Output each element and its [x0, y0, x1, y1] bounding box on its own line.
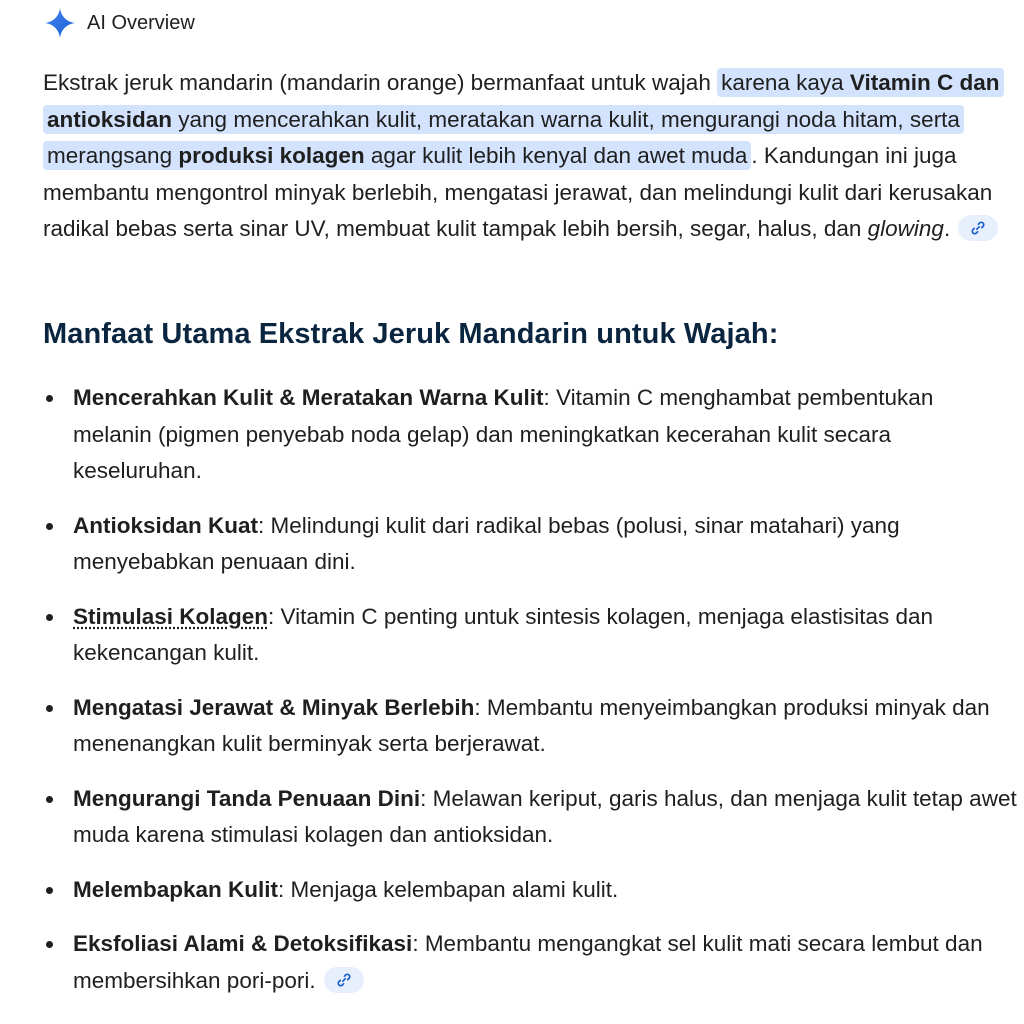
list-item-text: : Melawan keriput, garis halus, dan menjaga kulit tetap awet muda karena stimulasi kolagen dan antioksidan. — [73, 785, 1017, 847]
intro-text: . Kandungan ini juga membantu mengontrol minyak berlebih, mengatasi jerawat, dan melindungi kulit dari kerusakan radikal bebas serta sinar UV, membuat kulit tampak lebih bersih, segar, halus, dan — [43, 143, 993, 241]
highlight-bold-text: Vitamin C dan antioksidan — [47, 70, 1000, 132]
list-item — [43, 781, 1018, 854]
intro-paragraph — [43, 65, 1018, 248]
highlight-bold-text: produksi kolagen — [178, 143, 365, 168]
list-item-title: Antioksidan Kuat — [73, 512, 259, 538]
list-item-text: : Menjaga kelembapan alami kulit. — [278, 876, 619, 902]
bullet-icon — [46, 705, 53, 712]
list-item — [43, 872, 1018, 909]
ai-overview-title: AI Overview — [87, 11, 195, 34]
list-item-text: : Melindungi kulit dari radikal bebas (polusi, sinar matahari) yang menyebabkan penuaan dini. — [73, 512, 900, 574]
list-item-text: : Vitamin C menghambat pembentukan melanin (pigmen penyebab noda gelap) dan meningkatkan kecerahan kulit secara keseluruhan. — [73, 385, 934, 483]
bullet-icon — [46, 395, 53, 402]
intro-text: . — [943, 216, 951, 241]
list-item-title: Mengurangi Tanda Penuaan Dini — [73, 785, 421, 811]
section-heading: Manfaat Utama Ekstrak Jeruk Mandarin untuk Wajah: — [43, 318, 779, 350]
sparkle-icon — [43, 6, 77, 40]
source-link-button[interactable] — [324, 967, 364, 993]
list-item — [43, 380, 1018, 490]
link-icon — [970, 220, 986, 236]
list-item-text: : Vitamin C penting untuk sintesis kolagen, menjaga elastisitas dan kekencangan kulit. — [73, 603, 934, 665]
list-item — [43, 508, 1018, 581]
bullet-icon — [46, 941, 53, 948]
bullet-icon — [46, 796, 53, 803]
list-item-text: : Membantu mengangkat sel kulit mati secara lembut dan membersihkan pori-pori. — [73, 931, 983, 993]
link-icon — [336, 972, 352, 988]
list-item-title: Eksfoliasi Alami & Detoksifikasi — [73, 931, 413, 956]
bullet-icon — [46, 887, 53, 894]
list-item — [43, 599, 1018, 672]
benefits-list — [43, 380, 1018, 1017]
bullet-icon — [46, 614, 53, 621]
list-item-title: Melembapkan Kulit — [73, 876, 279, 902]
highlight-text: karena kaya — [721, 70, 850, 95]
list-item-title: Mencerahkan Kulit & Meratakan Warna Kulit — [73, 385, 544, 410]
intro-italic-text: glowing — [867, 216, 944, 241]
list-item — [43, 690, 1018, 763]
list-item-text: : Membantu menyeimbangkan produksi minyak dan menenangkan kulit berminyak serta berjerawat. — [73, 694, 990, 756]
highlight-text: yang mencerahkan kulit, meratakan warna kulit, mengurangi noda hitam, serta merangsang — [47, 106, 960, 168]
list-item — [43, 926, 1018, 999]
list-item-title-link[interactable]: Stimulasi Kolagen — [73, 603, 269, 629]
bullet-icon — [46, 523, 53, 530]
source-link-button[interactable] — [958, 215, 998, 241]
highlight-text: agar kulit lebih kenyal dan awet muda — [364, 143, 748, 168]
list-item-title: Mengatasi Jerawat & Minyak Berlebih — [73, 694, 475, 720]
ai-overview-header — [43, 4, 195, 42]
intro-text: Ekstrak jeruk mandarin (mandarin orange) bermanfaat untuk wajah — [43, 70, 718, 95]
